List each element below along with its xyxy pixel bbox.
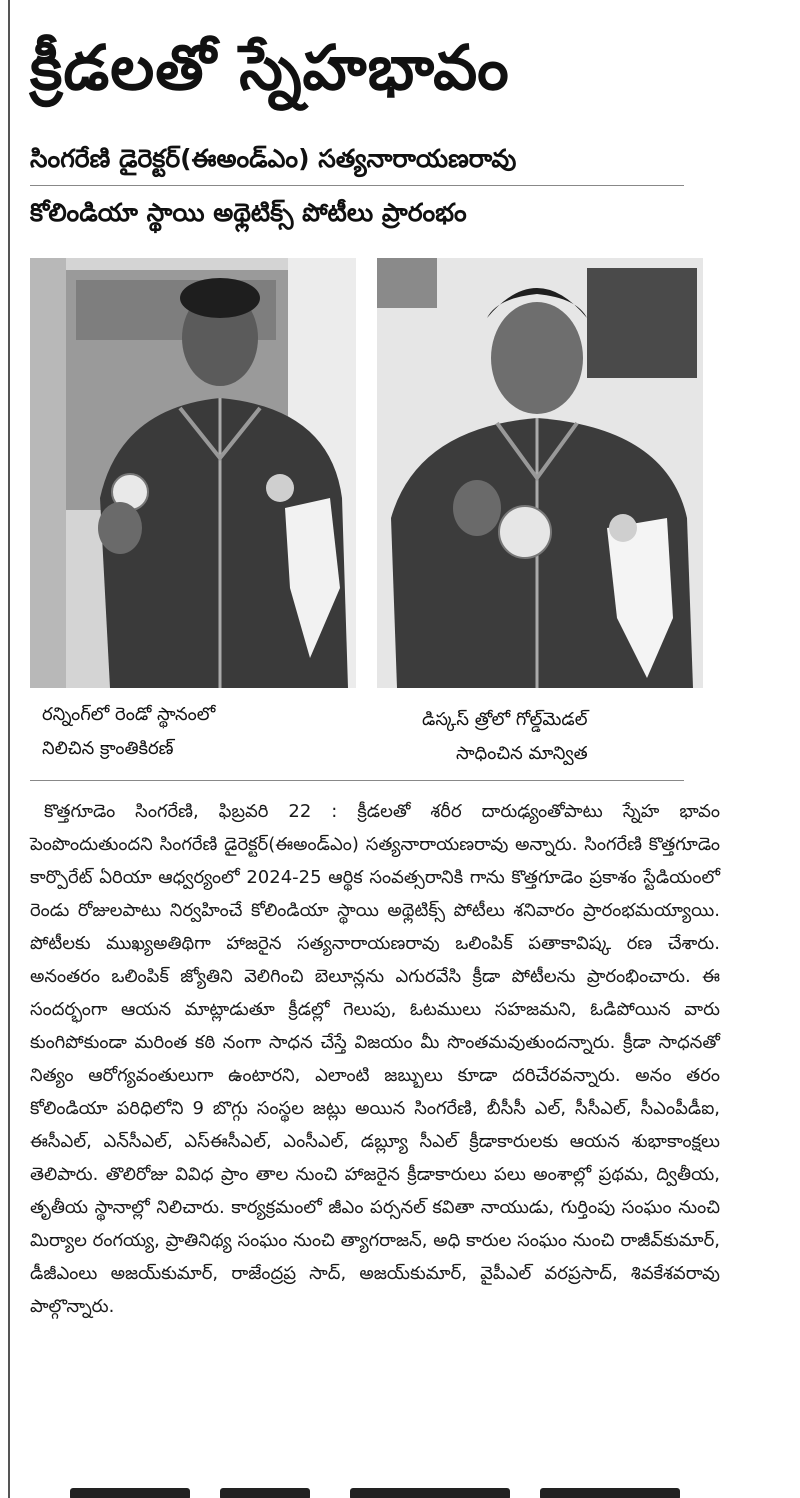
article-body: కొత్తగూడెం సింగరేణి, ఫిబ్రవరి 22 : క్రీడలతో శరీర దారుఢ్యంతోపాటు స్నేహ భావం పెంపొందుతుందని సింగరేణి డైరెక్టర్(ఈఅండ్ఎం) సత్యనారాయణరావు అన్నారు. సింగరేణి కొత్తగూడెం కార్పొరేట్ ఏరియా ఆధ్వర్యంలో 2024-25 ఆర్థిక సంవత్సరానికి గాను కొత్తగూడెం ప్రకాశం స్టేడియంలో రెండు రోజులపాటు నిర్వహించే కోలిండియా స్థాయి అథ్లెటిక్స్ పోటీలు శనివారం ప్రారంభమయ్యాయి. పోటీలకు ముఖ్యఅతిథిగా హాజరైన సత్యనారాయణరావు ఒలింపిక్ పతాకావిష్క రణ చేశారు. అనంతరం ఒలింపిక్ జ్యోతిని వెలిగించి బెలూన్లను ఎగురవేసి క్రీడా పోటీలను ప్రారంభించారు. ఈ సందర్భంగా ఆయన మాట్లాడుతూ క్రీడల్లో గెలుపు, ఓటములు సహజమని, ఓడిపోయిన వారు కుంగిపోకుండా మరింత కఠి నంగా సాధన చేస్తే విజయం మీ సొంతమవుతుందన్నారు. క్రీడా సాధనతో నిత్యం ఆరోగ్యవంతులుగా ఉంటారని, ఎలాంటి జబ్బులు కూడా దరిచేరవన్నారు. అనం తరం కోలిండియా పరిధిలోని 9 బొగ్గు సంస్థల జట్లు అయిన సింగరేణి, బీసీసీ ఎల్, సీసీఎల్, సీఎంపీడీఐ, ఈసీఎల్, ఎన్‌సీఎల్, ఎస్ఈసీఎల్, ఎంసీఎల్, డబ్ల్యూ సీఎల్ క్రీడాకారులకు ఆయన శుభాకాంక్షలు తెలిపారు. తొలిరోజు వివిధ ప్రాం తాల నుంచి హాజరైన క్రీడాకారులు పలు అంశాల్లో ప్రథమ, ద్వితీయ, తృతీయ స్థానాల్లో నిలిచారు. కార్యక్రమంలో జీఎం పర్సనల్ కవితా నాయుడు, గుర్తింపు సంఘం నుంచి మిర్యాల రంగయ్య, ప్రాతినిథ్య సంఘం నుంచి త్యాగరాజన్, అధి కారుల సంఘం నుంచి రాజీవ్‌కుమార్, డీజీఎంలు అజయ్‌కుమార్, రాజేంద్రప్ర సాద్, అజయ్‌కుమార్, వైపీఎల్ వరప్రసాద్, శివకేశవరావు పాల్గొన్నారు. xyxy=(30,801,720,1317)
next-article-cutoff xyxy=(60,1476,720,1498)
caption-divider xyxy=(30,780,684,781)
caption-right-line2: సాధించిన మాన్విత xyxy=(456,743,588,764)
headline: క్రీడలతో స్నేహభావం xyxy=(30,31,510,104)
photo-left-athlete xyxy=(30,258,356,688)
caption-left-line2: నిలిచిన క్రాంతికిరణ్ xyxy=(42,738,174,759)
subheading-director: సింగరేణి డైరెక్టర్(ఈఅండ్ఎం) సత్యనారాయణరావు xyxy=(30,144,517,173)
photo-right-athlete xyxy=(377,258,703,688)
subheading-divider xyxy=(30,185,684,186)
column-rule xyxy=(8,0,10,1498)
caption-left-line1: రన్నింగ్‌లో రెండో స్థానంలో xyxy=(42,704,216,725)
caption-right-line1: డిస్కస్ త్రోలో గోల్డ్‌మెడల్ xyxy=(422,709,588,730)
subheading-event: కోలిండియా స్థాయి అథ్లెటిక్స్ పోటీలు ప్రారంభం xyxy=(30,198,467,227)
